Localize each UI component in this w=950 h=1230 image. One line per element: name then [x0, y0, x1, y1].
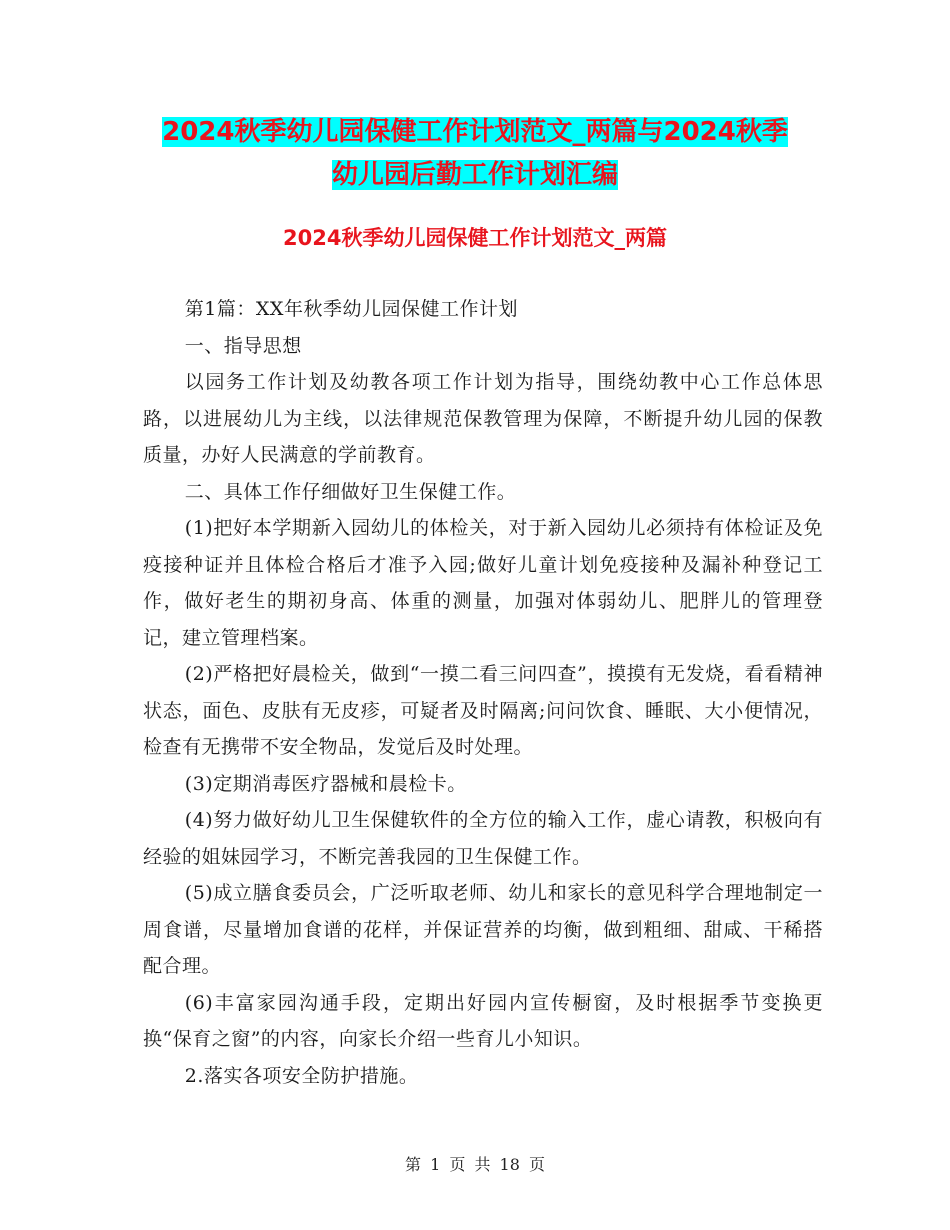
paragraph: (3)定期消毒医疗器械和晨检卡。 [184, 772, 467, 795]
paragraph: 二、具体工作仔细做好卫生保健工作。 [184, 480, 517, 503]
paragraph: 以园务工作计划及幼教各项工作计划为指导，围绕幼教中心工作总体思路，以进展幼儿为主线，以法律规范保教管理为保障，不断提升幼儿园的保教质量，办好人民满意的学前教育。 [143, 371, 823, 466]
paragraph: (4)努力做好幼儿卫生保健软件的全方位的输入工作，虚心请教，积极向有经验的姐妹园学习，不断完善我园的卫生保健工作。 [143, 809, 823, 868]
paragraph: (2)严格把好晨检关，做到“一摸二看三问四查”，摸摸有无发烧，看看精神状态，面色、皮肤有无皮疹，可疑者及时隔离;问问饮食、睡眠、大小便情况，检查有无携带不安全物品，发觉后及时处理。 [143, 663, 823, 758]
paragraph: (6)丰富家园沟通手段，定期出好园内宣传橱窗，及时根据季节变换更换“保育之窗”的内容，向家长介绍一些育儿小知识。 [143, 991, 823, 1050]
paragraph: 2.落实各项安全防护措施。 [184, 1064, 419, 1087]
title-highlight-1: 2024秋季幼儿园保健工作计划范文_两篇与2024秋季 [162, 117, 788, 147]
paragraph: 第1篇：XX年秋季幼儿园保健工作计划 [184, 298, 518, 320]
section-subtitle: 2024秋季幼儿园保健工作计划范文_两篇 [283, 226, 667, 250]
title-highlight-2: 幼儿园后勤工作计划汇编 [331, 160, 618, 190]
document-body [143, 291, 823, 1094]
document-title-line-2 [0, 150, 950, 200]
paragraph: (1)把好本学期新入园幼儿的体检关，对于新入园幼儿必须持有体检证及免疫接种证并且体检合格后才准予入园;做好儿童计划免疫接种及漏补种登记工作，做好老生的期初身高、体重的测量，加强对体弱幼儿、肥胖儿的管理登记，建立管理档案。 [143, 517, 823, 649]
paragraph: 一、指导思想 [184, 334, 302, 357]
paragraph: (5)成立膳食委员会，广泛听取老师、幼儿和家长的意见科学合理地制定一周食谱，尽量增加食谱的花样，并保证营养的均衡，做到粗细、甜咸、干稀搭配合理。 [143, 882, 823, 977]
page-footer: 第 1 页 共 18 页 [405, 1155, 545, 1174]
